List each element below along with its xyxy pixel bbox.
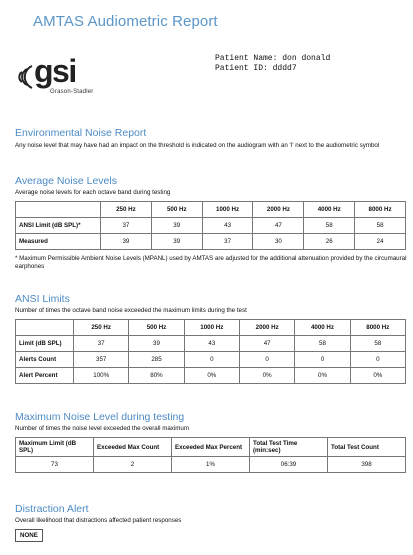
table-cell: 43 (202, 218, 253, 234)
table-row (16, 352, 406, 368)
table-cell: 47 (239, 336, 294, 352)
table-cell: 30 (253, 234, 304, 250)
row-label: Measured (16, 234, 101, 250)
table-row (16, 218, 406, 234)
table-cell: 2 (94, 457, 172, 473)
patient-name-value: don donald (282, 54, 331, 63)
column-header: 8000 Hz (355, 202, 406, 218)
table-cell: 37 (74, 336, 129, 352)
table-cell: 06:39 (250, 457, 328, 473)
column-header: Total Test Count (328, 438, 406, 457)
column-header: 1000 Hz (184, 320, 239, 336)
logo-brand: gsi (34, 53, 76, 89)
patient-id-label: Patient ID: (215, 64, 268, 73)
ansi-limits-table (15, 319, 406, 384)
table-cell: 24 (355, 234, 406, 250)
table-cell: 39 (151, 234, 202, 250)
table-row (16, 457, 406, 473)
patient-name-row (215, 54, 330, 64)
table-cell: 80% (129, 368, 184, 384)
patient-id-row (215, 64, 330, 74)
table-cell: 58 (304, 218, 355, 234)
row-label: Limit (dB SPL) (16, 336, 74, 352)
ansi-subtitle: Number of times the octave band noise exceeded the maximum limits during the test (15, 307, 247, 314)
table-row (16, 368, 406, 384)
row-label: Alerts Count (16, 352, 74, 368)
table-cell: 43 (184, 336, 239, 352)
table-cell: 1% (172, 457, 250, 473)
table-cell: 0% (239, 368, 294, 384)
table-cell: 73 (16, 457, 94, 473)
table-cell: 58 (355, 218, 406, 234)
table-cell: 39 (129, 336, 184, 352)
table-row (16, 234, 406, 250)
distraction-title: Distraction Alert (15, 503, 89, 515)
average-noise-table (15, 201, 406, 250)
column-header: 500 Hz (151, 202, 202, 218)
patient-name-label: Patient Name: (215, 54, 278, 63)
table-cell: 285 (129, 352, 184, 368)
table-cell: 26 (304, 234, 355, 250)
table-cell: 39 (151, 218, 202, 234)
column-header: 250 Hz (101, 202, 152, 218)
distraction-subtitle: Overall likelihood that distractions affected patient responses (15, 517, 182, 524)
distraction-value-box: NONE (15, 529, 43, 542)
column-header: Exceeded Max Count (94, 438, 172, 457)
column-header: Maximum Limit (dB SPL) (16, 438, 94, 457)
table-cell: 357 (74, 352, 129, 368)
ansi-corner-cell (16, 320, 74, 336)
table-cell: 37 (202, 234, 253, 250)
patient-id-value: dddd7 (272, 64, 297, 73)
table-cell: 39 (101, 234, 152, 250)
ansi-title: ANSI Limits (15, 293, 70, 305)
column-header: 250 Hz (74, 320, 129, 336)
table-cell: 0% (350, 368, 405, 384)
maximum-header-row (16, 438, 406, 457)
table-row (16, 336, 406, 352)
column-header: 1000 Hz (202, 202, 253, 218)
maximum-subtitle: Number of times the noise level exceeded the overall maximum (15, 425, 190, 432)
table-cell: 58 (350, 336, 405, 352)
environmental-title: Environmental Noise Report (15, 127, 147, 139)
column-header: 2000 Hz (253, 202, 304, 218)
average-title: Average Noise Levels (15, 175, 117, 187)
average-footnote: * Maximum Permissible Ambient Noise Levels (MPANL) used by AMTAS are adjusted for the additional attenuation provided by the circumaural earphones (15, 255, 407, 270)
table-cell: 58 (295, 336, 350, 352)
patient-info (215, 54, 330, 74)
row-label: ANSI Limit (dB SPL)* (16, 218, 101, 234)
table-cell: 47 (253, 218, 304, 234)
environmental-description: Any noise level that may have had an impact on the threshold is indicated on the audiogram with an 'I' next to the audiometric symbol (15, 142, 380, 149)
maximum-noise-table (15, 437, 406, 473)
table-cell: 100% (74, 368, 129, 384)
average-subtitle: Average noise levels for each octave band during testing (15, 189, 171, 196)
maximum-title: Maximum Noise Level during testing (15, 411, 185, 423)
column-header: 4000 Hz (304, 202, 355, 218)
table-cell: 37 (101, 218, 152, 234)
ansi-header-row (16, 320, 406, 336)
average-header-row (16, 202, 406, 218)
row-label: Alert Percent (16, 368, 74, 384)
gsi-logo (18, 53, 118, 102)
logo-subtitle: Grason-Stadler (50, 89, 94, 95)
report-title: AMTAS Audiometric Report (33, 13, 218, 30)
table-cell: 0 (239, 352, 294, 368)
column-header: 2000 Hz (239, 320, 294, 336)
column-header: 8000 Hz (350, 320, 405, 336)
table-cell: 0 (350, 352, 405, 368)
table-cell: 398 (328, 457, 406, 473)
column-header: Exceeded Max Percent (172, 438, 250, 457)
column-header: 4000 Hz (295, 320, 350, 336)
table-cell: 0% (295, 368, 350, 384)
table-cell: 0 (184, 352, 239, 368)
table-cell: 0% (184, 368, 239, 384)
column-header: 500 Hz (129, 320, 184, 336)
average-corner-cell (16, 202, 101, 218)
table-cell: 0 (295, 352, 350, 368)
column-header: Total Test Time (min:sec) (250, 438, 328, 457)
